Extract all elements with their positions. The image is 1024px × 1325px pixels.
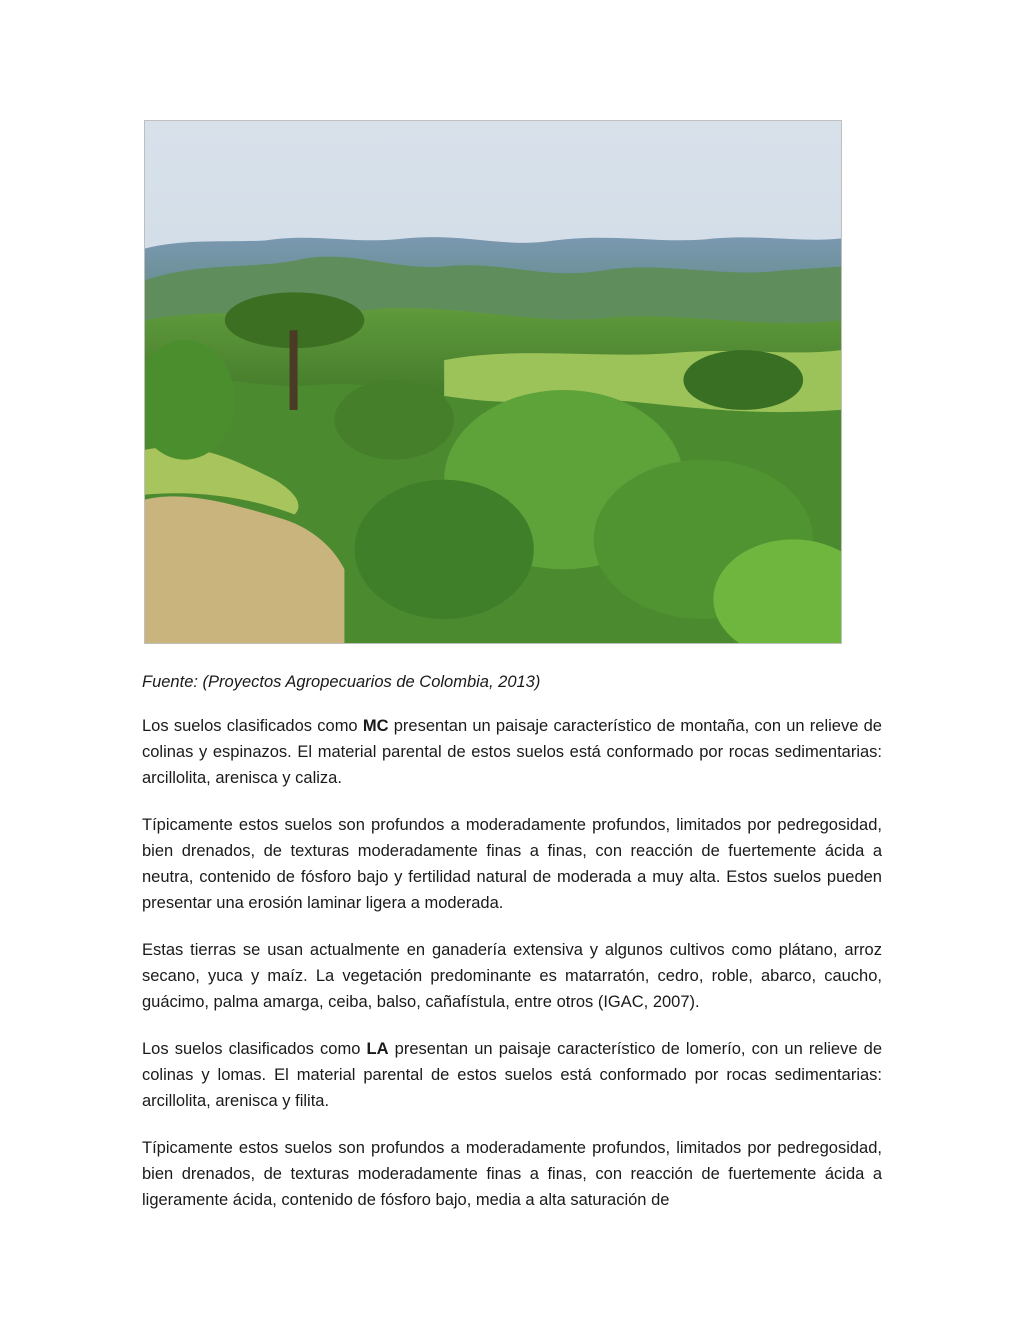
soil-code-la: LA xyxy=(366,1040,389,1058)
landscape-photo xyxy=(144,120,842,644)
figure-caption: Fuente: (Proyectos Agropecuarios de Colombia, 2013) xyxy=(142,673,541,691)
paragraph-mc-properties: Típicamente estos suelos son profundos a moderadamente profundos, limitados por pedregosidad, bien drenados, de texturas moderadamente finas a finas, con reacción de fuertemente ácida a neutra, contenido de fósforo bajo y fertilidad natural de moderada a muy alta. Estos suelos pueden presentar una erosión laminar ligera a moderada. xyxy=(142,816,882,912)
paragraph-mc xyxy=(142,713,882,791)
landscape-illustration xyxy=(145,121,841,643)
paragraph-mc-after: presentan un paisaje característico de montaña, con un relieve de colinas y espinazos. El material parental de estos suelos está conformado por rocas sedimentarias: arcillolita, arenisca y caliza. xyxy=(142,717,882,787)
paragraph-la-after: presentan un paisaje característico de lomerío, con un relieve de colinas y lomas. El material parental de estos suelos está conformado por rocas sedimentarias: arcillolita, arenisca y filita. xyxy=(142,1040,883,1110)
paragraph-la-before: Los suelos clasificados como xyxy=(142,1040,367,1058)
paragraph-land-use: Estas tierras se usan actualmente en ganadería extensiva y algunos cultivos como plátano, arroz secano, yuca y maíz. La vegetación predominante es matarratón, cedro, roble, abarco, caucho, guácimo, palma amarga, ceiba, balso, cañafístula, entre otros (IGAC, 2007). xyxy=(142,941,882,1011)
paragraph-mc-before: Los suelos clasificados como xyxy=(142,717,363,735)
paragraph-la xyxy=(142,1036,882,1114)
soil-code-mc: MC xyxy=(362,717,389,735)
paragraph-la-properties: Típicamente estos suelos son profundos a moderadamente profundos, limitados por pedregosidad, bien drenados, de texturas moderadamente finas a finas, con reacción de fuertemente ácida a ligeramente ácida, contenido de fósforo bajo, media a alta saturación de xyxy=(142,1139,882,1209)
body-text xyxy=(142,713,882,1234)
